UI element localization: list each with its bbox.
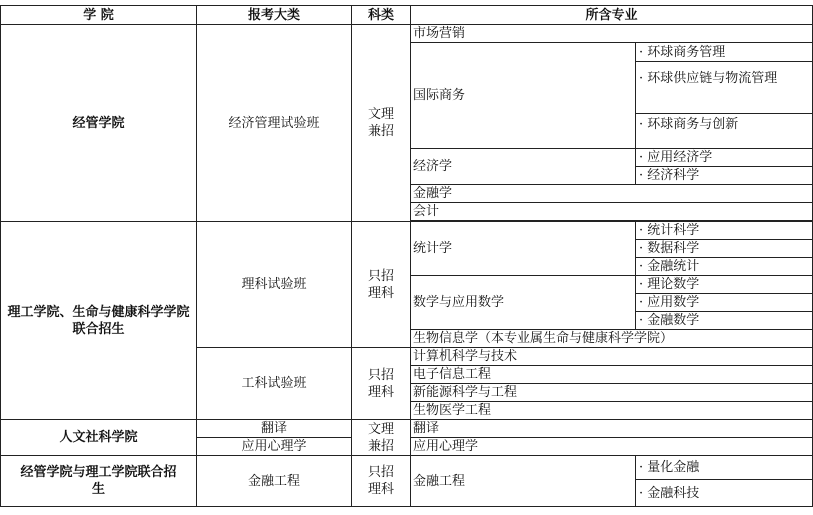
major-cell: 新能源科学与工程 (411, 384, 813, 402)
major-cell: 应用心理学 (411, 438, 813, 456)
major-cell: 统计学 (411, 222, 636, 276)
major-cell: 生物信息学（本专业属生命与健康科学学院） (411, 330, 813, 348)
subject-type-cell: 只招 理科 (352, 222, 411, 348)
table-row (1, 420, 813, 438)
header-majors: 所含专业 (411, 6, 813, 25)
major-cell: 数学与应用数学 (411, 276, 636, 330)
college-cell: 人文社科学院 (1, 420, 197, 456)
admissions-table (0, 5, 813, 507)
college-cell: 经管学院与理工学院联合招生 (1, 456, 197, 507)
major-cell: 金融工程 (411, 456, 636, 507)
sub-major-cell: · 环球供应链与物流管理 (636, 62, 813, 114)
sub-major-cell: · 统计科学 (636, 222, 813, 240)
header-category: 报考大类 (197, 6, 352, 25)
table-row (1, 25, 813, 43)
college-cell: 经管学院 (1, 25, 197, 222)
subject-type-cell: 只招 理科 (352, 348, 411, 420)
subject-type-cell: 文理 兼招 (352, 420, 411, 456)
category-cell: 翻译 (197, 420, 352, 438)
major-cell: 翻译 (411, 420, 813, 438)
category-cell: 应用心理学 (197, 438, 352, 456)
sub-major-cell: · 金融统计 (636, 258, 813, 276)
major-cell: 会计 (411, 203, 813, 221)
sub-major-cell: · 应用数学 (636, 294, 813, 312)
major-cell: 电子信息工程 (411, 366, 813, 384)
sub-major-cell: · 经济科学 (636, 167, 813, 185)
table-row (1, 456, 813, 480)
sub-major-cell: · 应用经济学 (636, 149, 813, 167)
subject-type-cell: 只招 理科 (352, 456, 411, 507)
category-cell: 工科试验班 (197, 348, 352, 420)
college-cell: 理工学院、生命与健康科学学院联合招生 (1, 222, 197, 420)
category-cell: 经济管理试验班 (197, 25, 352, 222)
sub-major-cell: · 量化金融 (636, 456, 813, 480)
header-college: 学 院 (1, 6, 197, 25)
major-cell: 生物医学工程 (411, 402, 813, 420)
header-subject-type: 科类 (352, 6, 411, 25)
sub-major-cell: · 理论数学 (636, 276, 813, 294)
sub-major-cell: · 环球商务管理 (636, 43, 813, 62)
major-cell: 计算机科学与技术 (411, 348, 813, 366)
table-row (1, 222, 813, 240)
sub-major-cell: · 金融科技 (636, 480, 813, 507)
category-cell: 理科试验班 (197, 222, 352, 348)
category-cell: 金融工程 (197, 456, 352, 507)
sub-major-cell: · 金融数学 (636, 312, 813, 330)
major-cell: 市场营销 (411, 25, 813, 43)
sub-major-cell: · 环球商务与创新 (636, 114, 813, 149)
sub-major-cell: · 数据科学 (636, 240, 813, 258)
subject-type-cell: 文理 兼招 (352, 25, 411, 222)
header-row (1, 6, 813, 25)
major-cell: 金融学 (411, 185, 813, 203)
major-cell: 经济学 (411, 149, 636, 185)
major-cell: 国际商务 (411, 43, 636, 149)
